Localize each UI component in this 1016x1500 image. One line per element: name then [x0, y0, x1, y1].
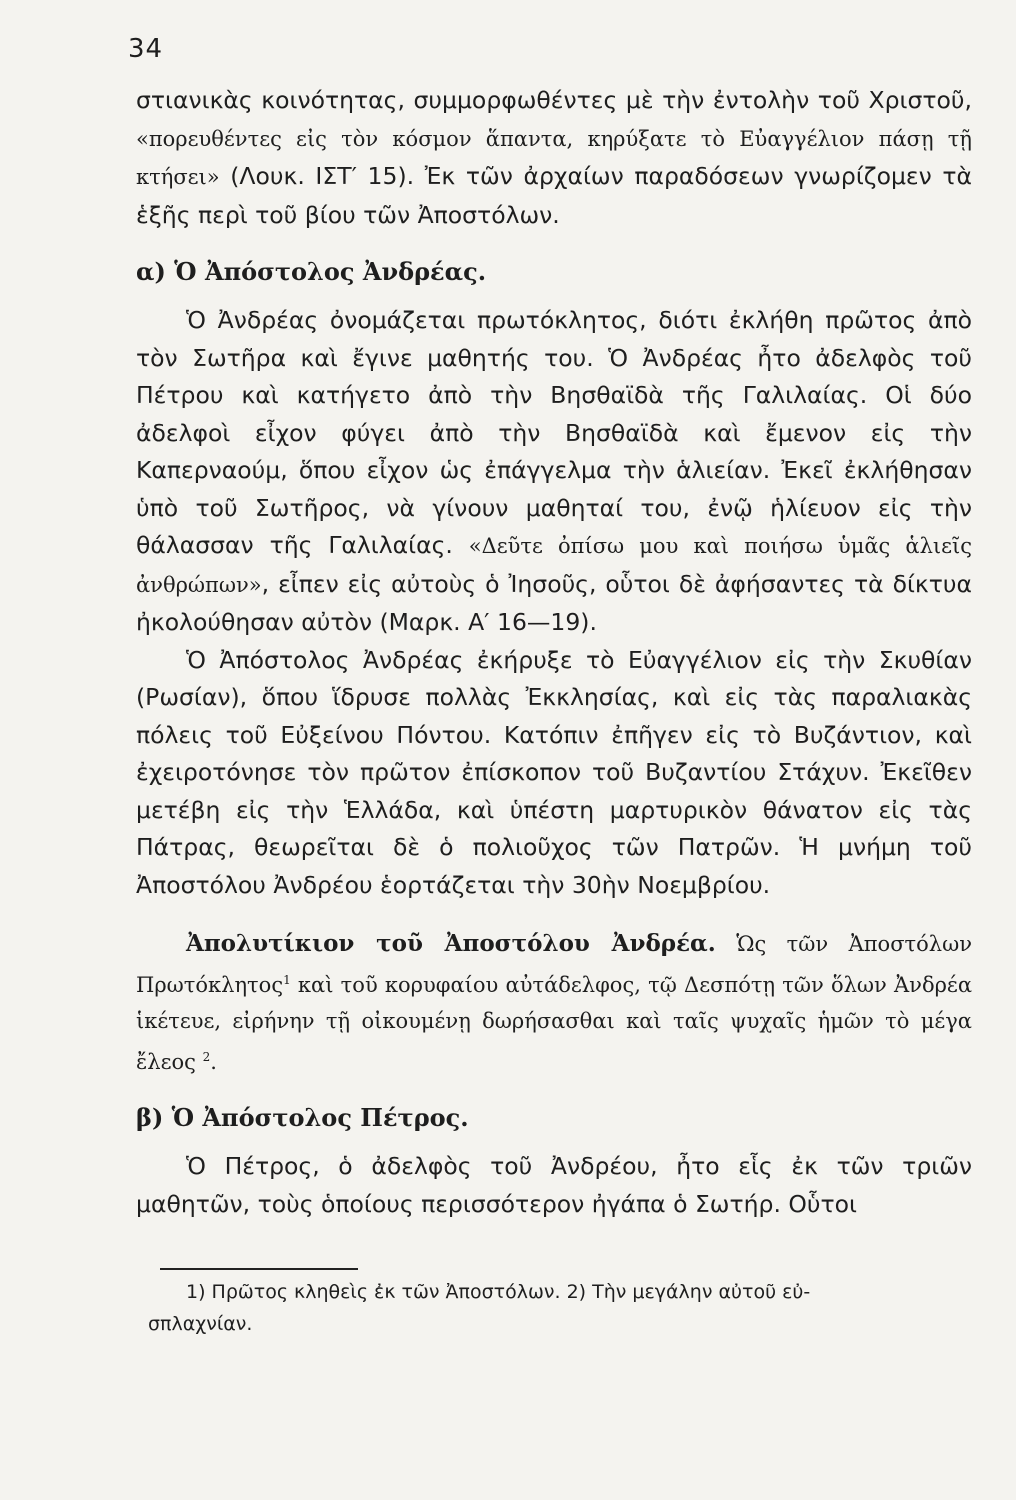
page-number: 34 [128, 34, 164, 64]
footnote-line-2: σπλαχνίαν. [148, 1313, 253, 1335]
apolytikion-paragraph [136, 926, 972, 1080]
andreas-paragraph-2: Ὁ Ἀπόστολος Ἀνδρέας ἐκήρυξε τὸ Εὐαγγέλιον εἰς τὴν Σκυθίαν (Ρωσίαν), ὅπου ἵδρυσε πολλὰς Ἐκκλησίας, καὶ εἰς τὰς παραλιακὰς πόλεις τοῦ Εὐξείνου Πόντου. Κατόπιν ἐπῆγεν εἰς τὸ Βυζάντιον, καὶ ἐχειροτόνησε τὸν πρῶτον ἐπίσκοπον τοῦ Βυζαντίου Στάχυν. Ἐκεῖθεν μετέβη εἰς τὴν Ἑλλάδα, καὶ ὑπέστη μαρτυρικὸν θάνατον εἰς τὰς Πάτρας, θεωρεῖται δὲ ὁ πολιοῦχος τῶν Πατρῶν. Ἡ μνήμη τοῦ Ἀποστόλου Ἀνδρέου ἑορτάζεται τὴν 30ὴν Νοεμβρίου. [136, 645, 972, 899]
andreas-p1-text-b: , εἶπεν εἰς αὐτοὺς ὁ Ἰησοῦς, οὗτοι δὲ ἀφήσαντες τὰ δίκτυα ἠκολούθησαν αὐτὸν (Μαρκ. Α′ 16—19). [136, 569, 972, 636]
footnote-divider [160, 1268, 358, 1270]
apolytikion-text-b: καὶ τοῦ κορυφαίου αὐτάδελφος, τῷ Δεσπότῃ τῶν ὅλων Ἀνδρέα ἱκέτευε, εἰρήνην τῇ οἰκουμένῃ δωρήσασθαι καὶ ταῖς ψυχαῖς ἡμῶν τὸ μέγα ἔλεος [136, 973, 972, 1074]
andreas-p1-quote: «Δεῦτε ὀπίσω μου καὶ ποιήσω ὑμᾶς ἁλιεῖς ἀνθρώπων» [136, 534, 972, 597]
intro-paragraph [136, 82, 972, 234]
footnote-line-1: 1) Πρῶτος κληθεὶς ἐκ τῶν Ἀποστόλων. 2) Τὴν μεγάλην αὐτοῦ εὐ- [186, 1281, 811, 1303]
intro-text-a: στιανικὰς κοινότητας, συμμορφωθέντες μὲ τὴν ἐντολὴν τοῦ Χριστοῦ, [136, 86, 972, 114]
apolytikion-title: Ἀπολυτίκιον τοῦ Ἀποστόλου Ἀνδρέα. [186, 930, 716, 957]
apolytikion-text-c: . [210, 1050, 217, 1074]
main-text [136, 82, 972, 1223]
section-heading-petros: β) Ὁ Ἀπόστολος Πέτρος. [136, 1103, 469, 1132]
apolytikion-text-a: Ὡς τῶν Ἀποστόλων Πρωτόκλητος [136, 932, 972, 997]
footnotes [148, 1276, 980, 1340]
petros-paragraph-1: Ὁ Πέτρος, ὁ ἀδελφὸς τοῦ Ἀνδρέου, ἦτο εἷς ἐκ τῶν τριῶν μαθητῶν, τοὺς ὁποίους περισσότερον ἠγάπα ὁ Σωτήρ. Οὗτοι [136, 1152, 972, 1218]
footnote-ref-2: 2 [202, 1050, 211, 1064]
andreas-paragraph-1 [136, 302, 972, 642]
section-heading-andreas: α) Ὁ Ἀπόστολος Ἀνδρέας. [136, 257, 487, 286]
intro-text-b: (Λουκ. ΙΣΤ′ 15). Ἐκ τῶν ἀρχαίων παραδόσεων γνωρίζομεν τὰ ἑξῆς περὶ τοῦ βίου τῶν Ἀποστόλων. [136, 162, 972, 229]
andreas-p1-text-a: Ὁ Ἀνδρέας ὀνομάζεται πρωτόκλητος, διότι ἐκλήθη πρῶτος ἀπὸ τὸν Σωτῆρα καὶ ἔγινε μαθητής του. Ὁ Ἀνδρέας ἦτο ἀδελφὸς τοῦ Πέτρου καὶ κατήγετο ἀπὸ τὴν Βησθαϊδὰ τῆς Γαλιλαίας. Οἱ δύο ἀδελφοὶ εἶχον φύγει ἀπὸ τὴν Βησθαϊδὰ καὶ ἔμενον εἰς τὴν Καπερναούμ, ὅπου εἶχον ὡς ἐπάγγελμα τὴν ἁλιείαν. Ἐκεῖ ἐκλήθησαν ὑπὸ τοῦ Σωτῆρος, νὰ γίνουν μαθηταί του, ἐνῷ ἡλίευον εἰς τὴν θάλασσαν τῆς Γαλιλαίας. [136, 306, 972, 559]
footnote-ref-1: 1 [283, 973, 291, 987]
intro-quote: «πορευθέντες εἰς τὸν κόσμον ἅπαντα, κηρύξατε τὸ Εὐαγγέλιον πάσῃ τῇ κτήσει» [136, 126, 972, 189]
